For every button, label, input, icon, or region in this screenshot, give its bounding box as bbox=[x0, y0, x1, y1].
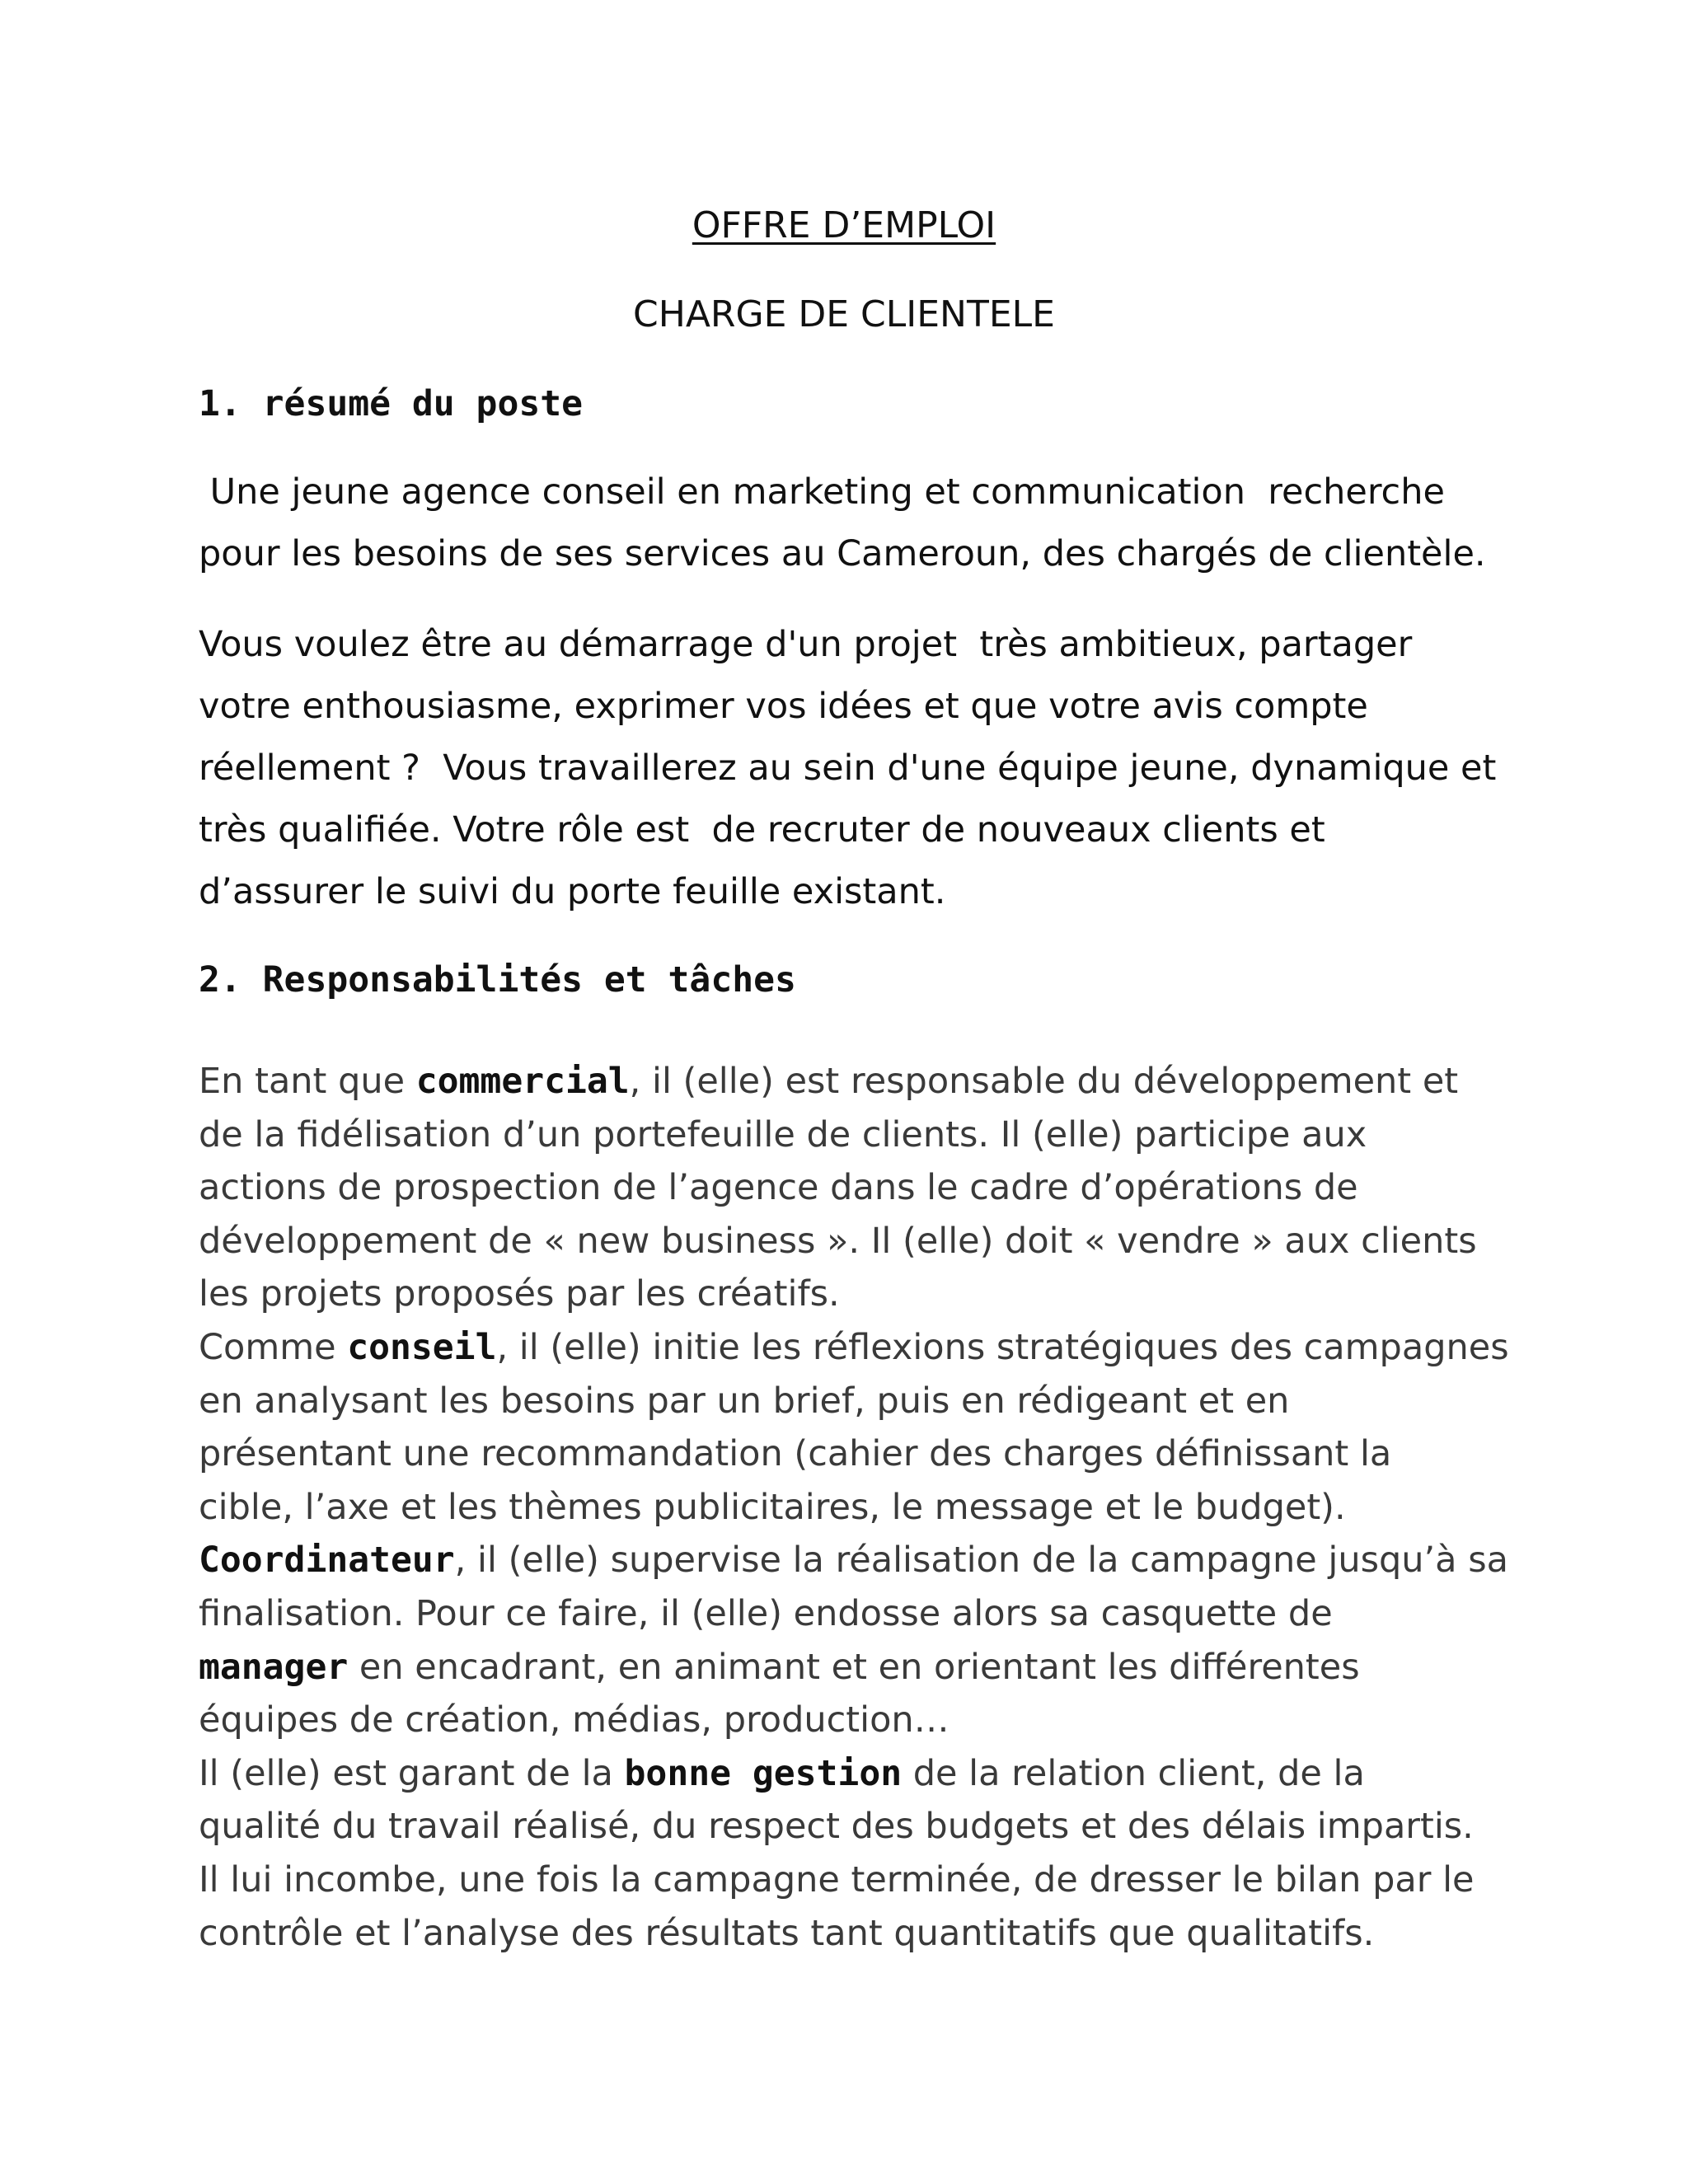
section-1-number: 1. bbox=[199, 383, 241, 424]
line-text: En tant que bbox=[199, 1061, 416, 1102]
paragraph-line bbox=[199, 1855, 1475, 1905]
line-text: , il (elle) initie les réflexions stratégiques des campagnes bbox=[496, 1327, 1509, 1368]
paragraph-line bbox=[199, 1909, 1374, 1958]
paragraph-line bbox=[199, 1483, 1346, 1532]
paragraph-line bbox=[199, 1057, 1458, 1106]
paragraph-line bbox=[199, 1589, 1333, 1638]
line-text: en analysant les besoins par un brief, puis en rédigeant et en bbox=[199, 1380, 1290, 1422]
page-title-text: OFFRE D’EMPLOI bbox=[692, 204, 996, 246]
paragraph-line bbox=[199, 1749, 1365, 1798]
line-text: , il (elle) est responsable du développement et bbox=[629, 1061, 1459, 1102]
paragraph-line: d’assurer le suivi du porte feuille existant. bbox=[199, 871, 946, 912]
paragraph-line: très qualifiée. Votre rôle est de recruter de nouveaux clients et bbox=[199, 809, 1325, 851]
line-text: développement de « new business ». Il (elle) doit « vendre » aux clients bbox=[199, 1221, 1477, 1262]
line-text: finalisation. Pour ce faire, il (elle) endosse alors sa casquette de bbox=[199, 1593, 1333, 1634]
line-text: contrôle et l’analyse des résultats tant quantitatifs que qualitatifs. bbox=[199, 1913, 1375, 1954]
page-title bbox=[0, 201, 1688, 251]
emphasized-term: conseil bbox=[347, 1327, 497, 1368]
paragraph-line: réellement ? Vous travaillerez au sein d'une équipe jeune, dynamique et bbox=[199, 748, 1497, 789]
job-title: CHARGE DE CLIENTELE bbox=[633, 293, 1055, 335]
paragraph-line: Vous voulez être au démarrage d'un projet très ambitieux, partager bbox=[199, 624, 1413, 665]
line-text: qualité du travail réalisé, du respect des budgets et des délais impartis. bbox=[199, 1806, 1474, 1847]
paragraph-line bbox=[199, 1429, 1391, 1479]
line-text: Comme bbox=[199, 1327, 348, 1368]
paragraph-line bbox=[199, 1323, 1509, 1372]
emphasized-term: Coordinateur bbox=[199, 1540, 455, 1581]
section-2-number: 2. bbox=[199, 959, 241, 1001]
line-text: de la relation client, de la bbox=[902, 1753, 1365, 1794]
paragraph-line bbox=[199, 1110, 1367, 1160]
paragraph-line: votre enthousiasme, exprimer vos idées et que votre avis compte bbox=[199, 686, 1368, 727]
line-text: cible, l’axe et les thèmes publicitaires, le message et le budget). bbox=[199, 1487, 1346, 1528]
paragraph-line bbox=[199, 1269, 840, 1319]
line-text: Il (elle) est garant de la bbox=[199, 1753, 625, 1794]
line-text: actions de prospection de l’agence dans le cadre d’opérations de bbox=[199, 1167, 1358, 1208]
paragraph-line bbox=[199, 1802, 1474, 1851]
line-text: les projets proposés par les créatifs. bbox=[199, 1273, 840, 1315]
paragraph-line bbox=[199, 1535, 1508, 1585]
emphasized-term: manager bbox=[199, 1647, 349, 1688]
line-text: en encadrant, en animant et en orientant les différentes bbox=[348, 1647, 1360, 1688]
line-text: Il lui incombe, une fois la campagne terminée, de dresser le bilan par le bbox=[199, 1859, 1475, 1900]
paragraph-line bbox=[199, 1216, 1477, 1266]
emphasized-term: bonne gestion bbox=[624, 1753, 903, 1794]
section-1-heading bbox=[199, 379, 583, 429]
paragraph-line: Une jeune agence conseil en marketing et communication recherche bbox=[199, 471, 1445, 513]
section-2-heading-text: Responsabilités et tâches bbox=[262, 959, 796, 1001]
section-2-heading bbox=[199, 955, 796, 1005]
section-1-heading-text: résumé du poste bbox=[262, 383, 583, 424]
line-text: , il (elle) supervise la réalisation de la campagne jusqu’à sa bbox=[454, 1540, 1508, 1581]
line-text: présentant une recommandation (cahier des charges définissant la bbox=[199, 1433, 1392, 1474]
line-text: équipes de création, médias, production… bbox=[199, 1699, 950, 1741]
paragraph-line bbox=[199, 1163, 1358, 1212]
paragraph-line bbox=[199, 1376, 1289, 1426]
emphasized-term: commercial bbox=[415, 1061, 630, 1102]
paragraph-line bbox=[199, 1695, 950, 1745]
paragraph-line bbox=[199, 1643, 1360, 1692]
line-text: de la fidélisation d’un portefeuille de clients. Il (elle) participe aux bbox=[199, 1114, 1367, 1155]
paragraph-line: pour les besoins de ses services au Cameroun, des chargés de clientèle. bbox=[199, 533, 1486, 574]
